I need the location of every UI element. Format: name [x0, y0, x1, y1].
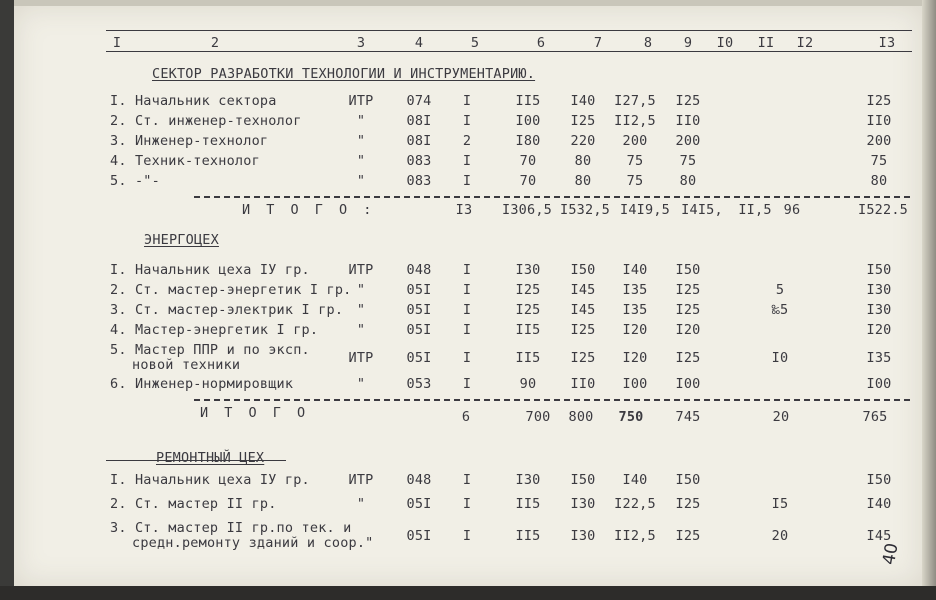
position-code: 083 [406, 153, 432, 169]
total-c13: 765 [862, 409, 888, 425]
value-col-13: I00 [866, 376, 892, 392]
position-code: 05I [406, 302, 432, 318]
position-code: 08I [406, 113, 432, 129]
value-col-9: I25 [675, 93, 701, 109]
position-name: I. Начальник цеха IУ гр. [110, 472, 310, 488]
value-col-7: I25 [570, 350, 596, 366]
position-name: 2. Ст. мастер II гр. [110, 496, 277, 512]
column-number-1: I [112, 35, 122, 51]
staff-category: " [356, 376, 366, 392]
value-col-6: I80 [515, 133, 541, 149]
staff-category: ИТР [348, 350, 374, 366]
column-number-13: I3 [878, 35, 896, 51]
position-name: 4. Мастер-энергетик I гр. [110, 322, 319, 338]
total-c10: II,5 [738, 202, 772, 218]
value-col-6: 70 [519, 173, 537, 189]
staff-category: " [356, 496, 366, 512]
value-col-13: I45 [866, 528, 892, 544]
value-col-7: I45 [570, 302, 596, 318]
position-code: 048 [406, 472, 432, 488]
headcount: I [462, 496, 472, 512]
value-col-6: I25 [515, 282, 541, 298]
value-col-9: I25 [675, 350, 701, 366]
column-number-11: II [757, 35, 775, 51]
total-c11: 96 [783, 202, 801, 218]
headcount: I [462, 528, 472, 544]
position-name: I. Начальник цеха IУ гр. [110, 262, 310, 278]
value-col-6: II5 [515, 93, 541, 109]
value-col-11: I0 [771, 350, 789, 366]
paper-edge-right [922, 0, 936, 600]
headcount: I [462, 322, 472, 338]
staff-category: " [356, 322, 366, 338]
staff-category: " [356, 173, 366, 189]
value-col-9: II0 [675, 113, 701, 129]
value-col-7: I25 [570, 113, 596, 129]
total-label: И Т О Г О : [242, 202, 376, 218]
headcount: I [462, 93, 472, 109]
headcount: I [462, 173, 472, 189]
position-name: 4. Техник-технолог [110, 153, 260, 169]
position-name: 3. Ст. мастер-электрик I гр. [110, 302, 344, 318]
column-number-7: 7 [593, 35, 603, 51]
document-page [14, 6, 922, 586]
total-c5: I3 [455, 202, 473, 218]
position-name: I. Начальник сектора [110, 93, 277, 109]
value-col-8: I20 [622, 350, 648, 366]
value-col-8: 75 [626, 153, 644, 169]
value-col-8: I40 [622, 262, 648, 278]
total-c9: I4I5, [681, 202, 723, 218]
total-c8: I4I9,5 [620, 202, 670, 218]
total-label: И Т О Г О [200, 405, 310, 421]
value-col-13: I20 [866, 322, 892, 338]
headcount: I [462, 472, 472, 488]
headcount: I [462, 113, 472, 129]
section-title-energo: ЭНЕРГОЦЕХ [144, 232, 219, 248]
value-col-11: 20 [771, 528, 789, 544]
total-c6: 700 [525, 409, 551, 425]
value-col-8: II2,5 [614, 113, 656, 129]
position-code: 083 [406, 173, 432, 189]
value-col-6: I00 [515, 113, 541, 129]
value-col-13: I50 [866, 472, 892, 488]
position-code: 053 [406, 376, 432, 392]
value-col-13: I30 [866, 302, 892, 318]
value-col-8: I27,5 [614, 93, 656, 109]
position-name: 2. Ст. мастер-энергетик I гр. [110, 282, 352, 298]
total-c13: I522.5 [858, 202, 908, 218]
value-col-13: I40 [866, 496, 892, 512]
value-col-8: I22,5 [614, 496, 656, 512]
position-code: 08I [406, 133, 432, 149]
position-name: 2. Ст. инженер-технолог [110, 113, 302, 129]
value-col-9: I20 [675, 322, 701, 338]
staff-category: ИТР [348, 93, 374, 109]
value-col-7: I40 [570, 93, 596, 109]
column-number-8: 8 [643, 35, 653, 51]
value-col-8: I20 [622, 322, 648, 338]
column-number-3: 3 [356, 35, 366, 51]
value-col-13: 200 [866, 133, 892, 149]
value-col-13: I25 [866, 93, 892, 109]
staff-category: ИТР [348, 472, 374, 488]
value-col-11: 5 [775, 282, 785, 298]
value-col-13: 80 [870, 173, 888, 189]
total-c5: 6 [461, 409, 471, 425]
column-number-9: 9 [683, 35, 693, 51]
value-col-6: I30 [515, 262, 541, 278]
value-col-8: 75 [626, 173, 644, 189]
column-number-12: I2 [796, 35, 814, 51]
value-col-9: I00 [675, 376, 701, 392]
value-col-7: I30 [570, 528, 596, 544]
headcount: 2 [462, 133, 472, 149]
value-col-8: I35 [622, 302, 648, 318]
headcount: I [462, 376, 472, 392]
position-code: 05I [406, 496, 432, 512]
position-code: 05I [406, 282, 432, 298]
position-code: 05I [406, 350, 432, 366]
position-name: 5. Мастер ППР и по эксп. [110, 342, 310, 358]
staff-category: ИТР [348, 262, 374, 278]
section-title-tech: СЕКТОР РАЗРАБОТКИ ТЕХНОЛОГИИ И ИНСТРУМЕНТАРИЮ. [152, 66, 536, 82]
value-col-6: II5 [515, 322, 541, 338]
value-col-7: 220 [570, 133, 596, 149]
value-col-7: I50 [570, 472, 596, 488]
position-code: 05I [406, 528, 432, 544]
value-col-6: II5 [515, 528, 541, 544]
value-col-8: I35 [622, 282, 648, 298]
header-top-rule [106, 30, 912, 31]
header-bottom-rule [106, 51, 912, 52]
value-col-13: I50 [866, 262, 892, 278]
value-col-9: 80 [679, 173, 697, 189]
total-c9: 745 [675, 409, 701, 425]
scan-bottom-border [0, 586, 936, 600]
column-number-4: 4 [414, 35, 424, 51]
headcount: I [462, 153, 472, 169]
total-c11: 20 [772, 409, 790, 425]
headcount: I [462, 302, 472, 318]
value-col-13: I35 [866, 350, 892, 366]
total-c7: I532,5 [560, 202, 610, 218]
value-col-9: I50 [675, 472, 701, 488]
position-code: 05I [406, 322, 432, 338]
total-c6: I306,5 [502, 202, 552, 218]
value-col-6: I30 [515, 472, 541, 488]
value-col-6: II5 [515, 496, 541, 512]
position-name: 5. -"- [110, 173, 160, 189]
position-name: 3. Ст. мастер II гр.по тек. и [110, 520, 352, 536]
value-col-9: 75 [679, 153, 697, 169]
value-col-7: I45 [570, 282, 596, 298]
value-col-9: I25 [675, 528, 701, 544]
column-number-5: 5 [470, 35, 480, 51]
value-col-7: I50 [570, 262, 596, 278]
position-code: 074 [406, 93, 432, 109]
column-number-2: 2 [210, 35, 220, 51]
value-col-11: I5 [771, 496, 789, 512]
staff-category: " [356, 133, 366, 149]
staff-category: " [356, 302, 366, 318]
headcount: I [462, 262, 472, 278]
value-col-13: II0 [866, 113, 892, 129]
value-col-9: I25 [675, 282, 701, 298]
value-col-7: 80 [574, 153, 592, 169]
handwritten-page-number: 40 [879, 541, 903, 567]
value-col-9: I25 [675, 302, 701, 318]
position-name-continued: средн.ремонту зданий и соор." [132, 535, 374, 551]
value-col-8: 200 [622, 133, 648, 149]
section-title-remont: РЕМОНТНЫЙ ЦЕХ [156, 450, 265, 466]
headcount: I [462, 350, 472, 366]
value-col-11: ‰5 [771, 302, 789, 318]
total-c7: 800 [568, 409, 594, 425]
staff-category: " [356, 282, 366, 298]
headcount: I [462, 282, 472, 298]
value-col-9: 200 [675, 133, 701, 149]
value-col-8: I40 [622, 472, 648, 488]
value-col-8: II2,5 [614, 528, 656, 544]
column-number-10: I0 [716, 35, 734, 51]
staff-category: " [356, 153, 366, 169]
total-divider [194, 196, 910, 198]
value-col-6: I25 [515, 302, 541, 318]
staff-category: " [356, 113, 366, 129]
value-col-13: 75 [870, 153, 888, 169]
total-c8: 750 [618, 409, 644, 425]
value-col-9: I25 [675, 496, 701, 512]
position-name: 6. Инженер-нормировщик [110, 376, 294, 392]
value-col-6: 70 [519, 153, 537, 169]
position-name-continued: новой техники [132, 357, 241, 373]
value-col-9: I50 [675, 262, 701, 278]
value-col-7: II0 [570, 376, 596, 392]
position-code: 048 [406, 262, 432, 278]
position-name: 3. Инженер-технолог [110, 133, 269, 149]
total-divider [194, 399, 910, 401]
value-col-6: II5 [515, 350, 541, 366]
value-col-8: I00 [622, 376, 648, 392]
value-col-13: I30 [866, 282, 892, 298]
value-col-7: 80 [574, 173, 592, 189]
value-col-6: 90 [519, 376, 537, 392]
value-col-7: I25 [570, 322, 596, 338]
value-col-7: I30 [570, 496, 596, 512]
column-number-6: 6 [536, 35, 546, 51]
